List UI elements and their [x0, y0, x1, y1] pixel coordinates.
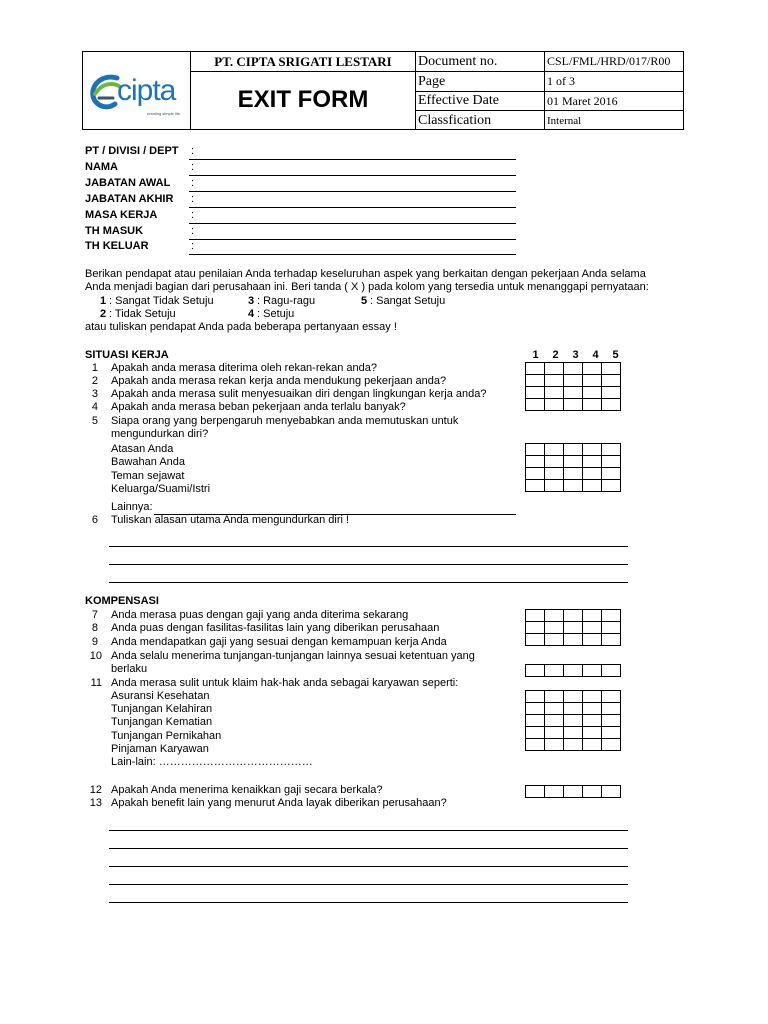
rating-cell[interactable]	[583, 468, 602, 480]
rating-cell[interactable]	[545, 456, 564, 468]
rating-cell[interactable]	[564, 786, 583, 798]
rating-cell[interactable]	[583, 399, 602, 411]
rating-cell[interactable]	[526, 375, 545, 387]
lain-lain-text: Lain-lain: ……………………………………	[111, 756, 313, 768]
rating-cell[interactable]	[564, 456, 583, 468]
rating-grid[interactable]	[525, 690, 621, 751]
rating-cell[interactable]	[564, 468, 583, 480]
scale-text: : Tidak Setuju	[109, 308, 176, 320]
essay-answer-line[interactable]	[109, 884, 628, 885]
rating-cell[interactable]	[526, 786, 545, 798]
scale-header: 1	[532, 349, 539, 361]
rating-cell[interactable]	[583, 387, 602, 399]
instruction-line: Berikan pendapat atau penilaian Anda terhadap keseluruhan aspek yang berkaitan dengan pekerjaan Anda selama	[85, 268, 646, 280]
question-number: 9	[91, 636, 98, 648]
option-text: Tunjangan Pernikahan	[111, 730, 222, 742]
rating-cell[interactable]	[545, 634, 564, 646]
rating-cell[interactable]	[526, 703, 545, 715]
rating-cell[interactable]	[583, 727, 602, 739]
question-text: Siapa orang yang berpengaruh menyebabkan anda memutuskan untuk	[111, 415, 459, 427]
rating-grid[interactable]	[525, 664, 621, 677]
rating-cell[interactable]	[545, 739, 564, 751]
question-text: Apakah benefit lain yang menurut Anda layak diberikan perusahaan?	[111, 797, 447, 809]
rating-cell[interactable]	[602, 444, 621, 456]
instruction-line: Anda menjadi bagian dari perusahaan ini. Beri tanda ( X ) pada kolom yang tersedia untuk menanggapi pernyataan:	[85, 281, 649, 293]
question-text: Anda mendapatkan gaji yang sesuai dengan kemampuan kerja Anda	[111, 636, 447, 648]
rating-cell[interactable]	[602, 665, 621, 677]
rating-cell[interactable]	[526, 622, 545, 634]
rating-cell[interactable]	[564, 480, 583, 492]
rating-cell[interactable]	[602, 622, 621, 634]
option-text: Asuransi Kesehatan	[111, 690, 210, 702]
rating-grid[interactable]	[525, 443, 621, 492]
field-colon: :	[191, 209, 195, 221]
field-input-line[interactable]	[189, 254, 516, 255]
rating-cell[interactable]	[564, 727, 583, 739]
rating-cell[interactable]	[583, 622, 602, 634]
rating-cell[interactable]	[602, 468, 621, 480]
rating-cell[interactable]	[602, 727, 621, 739]
rating-cell[interactable]	[602, 610, 621, 622]
rating-cell[interactable]	[545, 387, 564, 399]
rating-cell[interactable]	[583, 363, 602, 375]
rating-cell[interactable]	[564, 715, 583, 727]
rating-cell[interactable]	[564, 610, 583, 622]
rating-cell[interactable]	[602, 387, 621, 399]
rating-cell[interactable]	[564, 634, 583, 646]
field-colon: :	[191, 177, 195, 189]
question-text: Anda puas dengan fasilitas-fasilitas lain yang diberikan perusahaan	[111, 622, 440, 634]
rating-cell[interactable]	[602, 703, 621, 715]
rating-cell[interactable]	[564, 665, 583, 677]
rating-cell[interactable]	[602, 375, 621, 387]
rating-cell[interactable]	[583, 610, 602, 622]
rating-cell[interactable]	[583, 703, 602, 715]
form-title: EXIT FORM	[237, 86, 369, 113]
rating-cell[interactable]	[583, 634, 602, 646]
field-input-line[interactable]	[189, 207, 516, 208]
question-number: 8	[91, 622, 98, 634]
rating-cell[interactable]	[545, 715, 564, 727]
rating-cell[interactable]	[602, 399, 621, 411]
scale-number: 3	[248, 295, 255, 307]
rating-cell[interactable]	[602, 363, 621, 375]
scale-header: 2	[552, 349, 559, 361]
rating-cell[interactable]	[526, 480, 545, 492]
rating-cell[interactable]	[526, 363, 545, 375]
rating-cell[interactable]	[583, 739, 602, 751]
rating-cell[interactable]	[602, 715, 621, 727]
field-label: NAMA	[85, 161, 118, 173]
option-text: Teman sejawat	[111, 470, 185, 482]
essay-answer-line[interactable]	[109, 848, 628, 849]
option-text: Keluarga/Suami/Istri	[111, 483, 211, 495]
rating-cell[interactable]	[545, 399, 564, 411]
field-label: JABATAN AWAL	[85, 177, 171, 189]
option-text: Tunjangan Kematian	[111, 716, 213, 728]
rating-cell[interactable]	[564, 703, 583, 715]
rating-cell[interactable]	[545, 691, 564, 703]
field-label: PT / DIVISI / DEPT	[85, 145, 179, 157]
rating-cell[interactable]	[526, 634, 545, 646]
field-label: MASA KERJA	[85, 209, 158, 221]
doc-no-label: Document no.	[418, 54, 498, 69]
option-text: Tunjangan Kelahiran	[111, 703, 213, 715]
rating-cell[interactable]	[564, 399, 583, 411]
rating-cell[interactable]	[526, 610, 545, 622]
question-text: Tuliskan alasan utama Anda mengundurkan diri !	[111, 514, 350, 526]
question-number: 6	[91, 514, 98, 526]
essay-answer-line[interactable]	[109, 546, 628, 547]
rating-cell[interactable]	[583, 715, 602, 727]
section-title: SITUASI KERJA	[85, 349, 169, 361]
instruction-line: atau tuliskan pendapat Anda pada beberapa pertanyaan essay !	[85, 321, 397, 333]
scale-number: 1	[100, 295, 107, 307]
field-input-line[interactable]	[189, 159, 516, 160]
doc-no-value: CSL/FML/HRD/017/R00	[547, 54, 671, 68]
option-text: Bawahan Anda	[111, 456, 186, 468]
rating-cell[interactable]	[564, 622, 583, 634]
rating-cell[interactable]	[583, 480, 602, 492]
rating-cell[interactable]	[602, 480, 621, 492]
question-text: Apakah Anda menerima kenaikkan gaji secara berkala?	[111, 784, 383, 796]
question-text: Apakah anda merasa sulit menyesuaikan diri dengan lingkungan kerja anda?	[111, 388, 487, 400]
rating-cell[interactable]	[526, 727, 545, 739]
rating-cell[interactable]	[564, 363, 583, 375]
rating-cell[interactable]	[526, 399, 545, 411]
rating-cell[interactable]	[526, 715, 545, 727]
question-number: 12	[89, 784, 102, 796]
classification-label: Classfication	[418, 113, 492, 128]
rating-cell[interactable]	[545, 375, 564, 387]
rating-cell[interactable]	[583, 375, 602, 387]
rating-cell[interactable]	[545, 622, 564, 634]
scale-text: : Sangat Setuju	[370, 295, 446, 307]
scale-text: : Sangat Tidak Setuju	[109, 295, 214, 307]
rating-cell[interactable]	[545, 480, 564, 492]
scale-number: 2	[100, 308, 107, 320]
question-text: Anda merasa puas dengan gaji yang anda diterima sekarang	[111, 609, 409, 621]
question-text-continued: mengundurkan diri?	[111, 428, 209, 440]
rating-cell[interactable]	[583, 665, 602, 677]
logo-tagline: creating simple life	[147, 111, 181, 116]
rating-cell[interactable]	[545, 665, 564, 677]
question-text: Anda selalu menerima tunjangan-tunjangan lainnya sesuai ketentuan yang	[111, 650, 475, 662]
field-colon: :	[191, 225, 195, 237]
field-colon: :	[191, 240, 195, 252]
rating-cell[interactable]	[526, 468, 545, 480]
rating-cell[interactable]	[602, 456, 621, 468]
rating-cell[interactable]	[564, 444, 583, 456]
rating-cell[interactable]	[545, 703, 564, 715]
rating-cell[interactable]	[583, 456, 602, 468]
scale-number: 5	[361, 295, 368, 307]
rating-cell[interactable]	[526, 444, 545, 456]
scale-header: 4	[592, 349, 599, 361]
rating-cell[interactable]	[526, 665, 545, 677]
essay-answer-line[interactable]	[109, 830, 628, 831]
rating-cell[interactable]	[564, 691, 583, 703]
rating-cell[interactable]	[564, 387, 583, 399]
rating-cell[interactable]	[545, 727, 564, 739]
rating-grid[interactable]	[525, 785, 621, 798]
scale-text: : Setuju	[257, 308, 295, 320]
essay-answer-line[interactable]	[109, 564, 628, 565]
scale-text: : Ragu-ragu	[257, 295, 316, 307]
question-number: 3	[91, 388, 98, 400]
rating-cell[interactable]	[602, 739, 621, 751]
rating-cell[interactable]	[526, 456, 545, 468]
rating-cell[interactable]	[545, 468, 564, 480]
scale-header: 3	[572, 349, 579, 361]
question-text: Apakah anda merasa beban pekerjaan anda terlalu banyak?	[111, 401, 406, 413]
field-colon: :	[191, 161, 195, 173]
question-number: 2	[91, 375, 98, 387]
field-input-line[interactable]	[189, 239, 516, 240]
page-label: Page	[418, 74, 446, 89]
question-text-continued: berlaku	[111, 663, 148, 675]
rating-cell[interactable]	[526, 691, 545, 703]
option-text: Pinjaman Karyawan	[111, 743, 209, 755]
rating-cell[interactable]	[583, 444, 602, 456]
section-title: KOMPENSASI	[85, 595, 159, 607]
rating-cell[interactable]	[602, 634, 621, 646]
scale-number: 4	[248, 308, 255, 320]
question-text: Apakah anda merasa diterima oleh rekan-rekan anda?	[111, 362, 377, 374]
field-input-line[interactable]	[189, 175, 516, 176]
question-number: 7	[91, 609, 98, 621]
option-text: Atasan Anda	[111, 443, 174, 455]
question-number: 4	[91, 401, 98, 413]
rating-cell[interactable]	[526, 387, 545, 399]
rating-cell[interactable]	[545, 786, 564, 798]
rating-grid[interactable]	[525, 609, 621, 646]
question-text: Apakah anda merasa rekan kerja anda mendukung pekerjaan anda?	[111, 375, 447, 387]
company-name: PT. CIPTA SRIGATI LESTARI	[214, 54, 392, 69]
question-number: 1	[91, 362, 98, 374]
rating-cell[interactable]	[545, 444, 564, 456]
field-input-line[interactable]	[189, 223, 516, 224]
essay-answer-line[interactable]	[109, 582, 628, 583]
rating-cell[interactable]	[545, 610, 564, 622]
question-number: 10	[89, 650, 102, 662]
rating-cell[interactable]	[526, 739, 545, 751]
field-colon: :	[191, 145, 195, 157]
company-logo	[89, 70, 185, 118]
field-label: JABATAN AKHIR	[85, 193, 174, 205]
question-number: 11	[90, 677, 102, 689]
field-colon: :	[191, 193, 195, 205]
essay-answer-line[interactable]	[109, 866, 628, 867]
effective-date-label: Effective Date	[418, 93, 499, 108]
rating-cell[interactable]	[602, 786, 621, 798]
question-number: 5	[91, 415, 98, 427]
logo-wordmark: cipta	[117, 74, 176, 107]
rating-cell[interactable]	[564, 375, 583, 387]
classification-value: Internal	[547, 115, 582, 127]
rating-cell[interactable]	[583, 786, 602, 798]
page-value: 1 of 3	[547, 74, 575, 88]
rating-grid[interactable]	[525, 362, 621, 411]
effective-date-value: 01 Maret 2016	[547, 94, 618, 108]
lainnya-label: Lainnya:	[111, 501, 153, 513]
field-label: TH MASUK	[85, 225, 144, 237]
essay-answer-line[interactable]	[109, 902, 628, 903]
question-text: Anda merasa sulit untuk klaim hak-hak anda sebagai karyawan seperti:	[111, 677, 459, 689]
field-input-line[interactable]	[189, 191, 516, 192]
scale-header: 5	[612, 349, 619, 361]
rating-cell[interactable]	[545, 363, 564, 375]
rating-cell[interactable]	[564, 739, 583, 751]
rating-cell[interactable]	[583, 691, 602, 703]
document-header	[82, 51, 684, 130]
field-label: TH KELUAR	[85, 240, 149, 252]
question-number: 13	[89, 797, 102, 809]
rating-cell[interactable]	[602, 691, 621, 703]
